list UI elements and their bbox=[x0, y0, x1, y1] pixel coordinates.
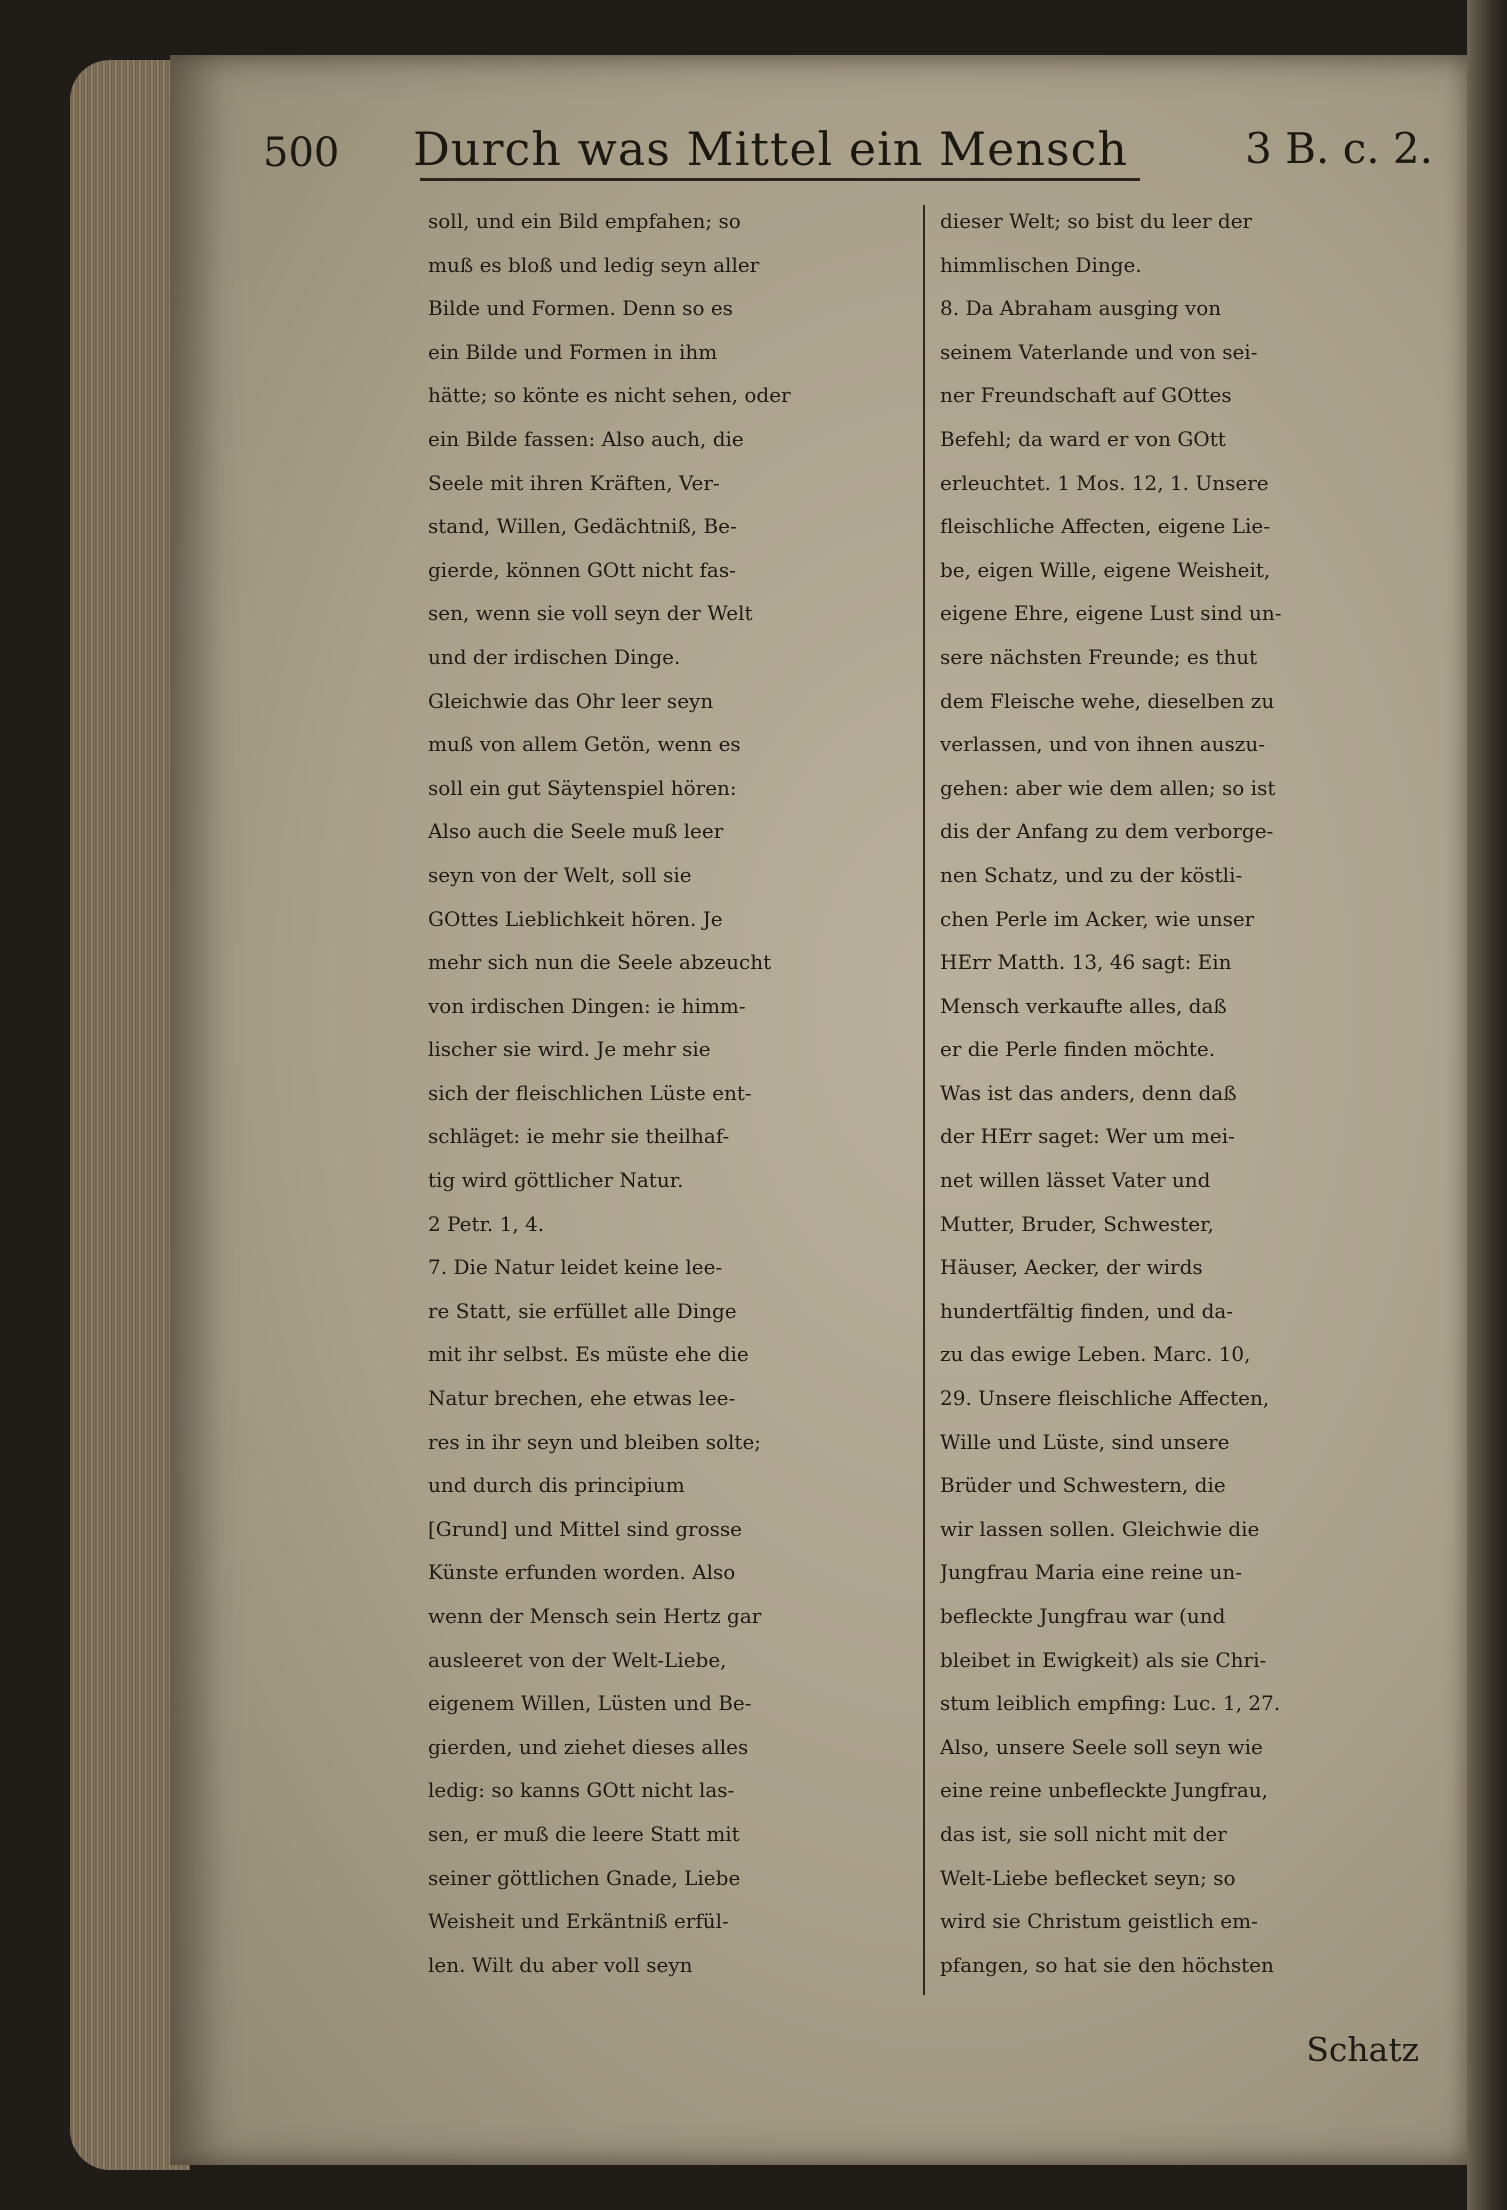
text-line: und der irdischen Dinge. bbox=[428, 644, 681, 669]
text-line: soll, und ein Bild empfahen; so bbox=[428, 209, 741, 233]
text-line: Befehl; da ward er von GOtt bbox=[940, 426, 1226, 451]
text-line: 2 Petr. 1, 4. bbox=[428, 1211, 545, 1236]
text-line: eigene Ehre, eigene Lust sind un- bbox=[940, 601, 1282, 626]
running-title: Durch was Mittel ein Mensch bbox=[413, 122, 1129, 176]
text-line: eine reine unbefleckte Jungfrau, bbox=[940, 1778, 1269, 1803]
text-line: Gleichwie das Ohr leer seyn bbox=[428, 688, 714, 713]
text-line: wenn der Mensch sein Hertz gar bbox=[428, 1604, 762, 1628]
text-line: ein Bilde fassen: Also auch, die bbox=[428, 426, 744, 451]
text-line: himmlischen Dinge. bbox=[940, 252, 1142, 277]
text-line: Also, unsere Seele soll seyn wie bbox=[940, 1734, 1263, 1759]
text-line: len. Wilt du aber voll seyn bbox=[428, 1952, 693, 1977]
text-line: tig wird göttlicher Natur. bbox=[428, 1168, 684, 1193]
text-line: soll ein gut Säytenspiel hören: bbox=[428, 775, 737, 800]
text-line: fleischliche Affecten, eigene Lie- bbox=[940, 514, 1271, 539]
text-line: HErr Matth. 13, 46 sagt: Ein bbox=[940, 950, 1232, 975]
catchword: Schatz bbox=[1306, 2030, 1419, 2069]
text-line: dis der Anfang zu dem verborge- bbox=[940, 819, 1274, 844]
header-rule bbox=[420, 178, 1140, 181]
text-line: Wille und Lüste, sind unsere bbox=[940, 1429, 1230, 1454]
text-line: befleckte Jungfrau war (und bbox=[940, 1604, 1226, 1628]
text-line: sen, wenn sie voll seyn der Welt bbox=[428, 601, 753, 626]
text-line: von irdischen Dingen: ie himm- bbox=[428, 993, 746, 1018]
text-line: Mutter, Bruder, Schwester, bbox=[940, 1211, 1214, 1236]
text-line: chen Perle im Acker, wie unser bbox=[940, 906, 1255, 931]
text-line: ein Bilde und Formen in ihm bbox=[428, 339, 718, 364]
text-line: Jungfrau Maria eine reine un- bbox=[940, 1560, 1243, 1585]
text-line: zu das ewige Leben. Marc. 10, bbox=[940, 1342, 1251, 1367]
text-line: gierden, und ziehet dieses alles bbox=[428, 1734, 749, 1759]
text-line: Brüder und Schwestern, die bbox=[940, 1473, 1226, 1498]
page-number: 500 bbox=[263, 130, 340, 176]
text-line: res in ihr seyn und bleiben solte; bbox=[428, 1429, 762, 1454]
text-line: gehen: aber wie dem allen; so ist bbox=[940, 775, 1276, 800]
text-line: Künste erfunden worden. Also bbox=[428, 1560, 736, 1585]
text-line: hätte; so könte es nicht sehen, oder bbox=[428, 383, 791, 408]
text-line: 7. Die Natur leidet keine lee- bbox=[428, 1255, 723, 1280]
text-column-left bbox=[428, 200, 988, 1987]
text-line: gierde, können GOtt nicht fas- bbox=[428, 557, 736, 582]
text-line: dieser Welt; so bist du leer der bbox=[940, 209, 1253, 233]
text-line: Natur brechen, ehe etwas lee- bbox=[428, 1386, 736, 1411]
text-line: Weisheit und Erkäntniß erfül- bbox=[428, 1909, 729, 1934]
text-line: verlassen, und von ihnen auszu- bbox=[940, 732, 1265, 757]
text-line: Bilde und Formen. Denn so es bbox=[428, 296, 733, 321]
text-line: Mensch verkaufte alles, daß bbox=[940, 993, 1227, 1018]
text-line: wird sie Christum geistlich em- bbox=[940, 1909, 1258, 1934]
text-line: Also auch die Seele muß leer bbox=[428, 819, 724, 844]
text-line: be, eigen Wille, eigene Weisheit, bbox=[940, 557, 1271, 582]
text-line: ausleeret von der Welt-Liebe, bbox=[428, 1647, 727, 1672]
text-line: Seele mit ihren Kräften, Ver- bbox=[428, 470, 720, 495]
text-line: muß von allem Getön, wenn es bbox=[428, 732, 741, 757]
text-line: GOttes Lieblichkeit hören. Je bbox=[428, 906, 723, 931]
text-line: nen Schatz, und zu der köstli- bbox=[940, 862, 1243, 887]
text-line: net willen lässet Vater und bbox=[940, 1168, 1211, 1193]
text-line: 8. Da Abraham ausging von bbox=[940, 296, 1222, 321]
book-chapter-reference: 3 B. c. 2. bbox=[1245, 124, 1433, 173]
text-line: dem Fleische wehe, dieselben zu bbox=[940, 688, 1275, 713]
text-line: re Statt, sie erfüllet alle Dinge bbox=[428, 1298, 737, 1323]
text-line: Welt-Liebe beflecket seyn; so bbox=[940, 1865, 1236, 1890]
text-line: eigenem Willen, Lüsten und Be- bbox=[428, 1691, 752, 1716]
text-line: Häuser, Aecker, der wirds bbox=[940, 1255, 1203, 1280]
text-line: mit ihr selbst. Es müste ehe die bbox=[428, 1342, 749, 1367]
text-line: ledig: so kanns GOtt nicht las- bbox=[428, 1778, 735, 1803]
text-line: bleibet in Ewigkeit) als sie Chri- bbox=[940, 1647, 1267, 1672]
text-line: [Grund] und Mittel sind grosse bbox=[428, 1516, 742, 1541]
text-line: das ist, sie soll nicht mit der bbox=[940, 1821, 1227, 1846]
text-line: 29. Unsere fleischliche Affecten, bbox=[940, 1386, 1270, 1411]
text-line: erleuchtet. 1 Mos. 12, 1. Unsere bbox=[940, 470, 1269, 495]
text-line: ner Freundschaft auf GOttes bbox=[940, 383, 1232, 408]
text-line: lischer sie wird. Je mehr sie bbox=[428, 1037, 711, 1062]
text-line: sich der fleischlichen Lüste ent- bbox=[428, 1080, 752, 1105]
text-line: und durch dis principium bbox=[428, 1473, 685, 1498]
column-divider bbox=[923, 205, 925, 1995]
text-line: schläget: ie mehr sie theilhaf- bbox=[428, 1124, 730, 1149]
text-line: stum leiblich empfing: Luc. 1, 27. bbox=[940, 1691, 1281, 1716]
text-line: wir lassen sollen. Gleichwie die bbox=[940, 1516, 1260, 1541]
text-line: hundertfältig finden, und da- bbox=[940, 1298, 1234, 1323]
text-line: stand, Willen, Gedächtniß, Be- bbox=[428, 514, 737, 539]
text-line: er die Perle finden möchte. bbox=[940, 1037, 1216, 1062]
text-line: seiner göttlichen Gnade, Liebe bbox=[428, 1865, 741, 1890]
text-line: sere nächsten Freunde; es thut bbox=[940, 644, 1258, 669]
text-line: seyn von der Welt, soll sie bbox=[428, 862, 692, 887]
text-line: pfangen, so hat sie den höchsten bbox=[940, 1952, 1274, 1977]
text-line: Was ist das anders, denn daß bbox=[940, 1080, 1237, 1105]
text-line: muß es bloß und ledig seyn aller bbox=[428, 252, 760, 277]
text-line: seinem Vaterlande und von sei- bbox=[940, 339, 1258, 364]
text-line: der HErr saget: Wer um mei- bbox=[940, 1124, 1235, 1149]
text-line: sen, er muß die leere Statt mit bbox=[428, 1821, 740, 1846]
text-column-right bbox=[940, 200, 1500, 1987]
text-line: mehr sich nun die Seele abzeucht bbox=[428, 950, 772, 975]
